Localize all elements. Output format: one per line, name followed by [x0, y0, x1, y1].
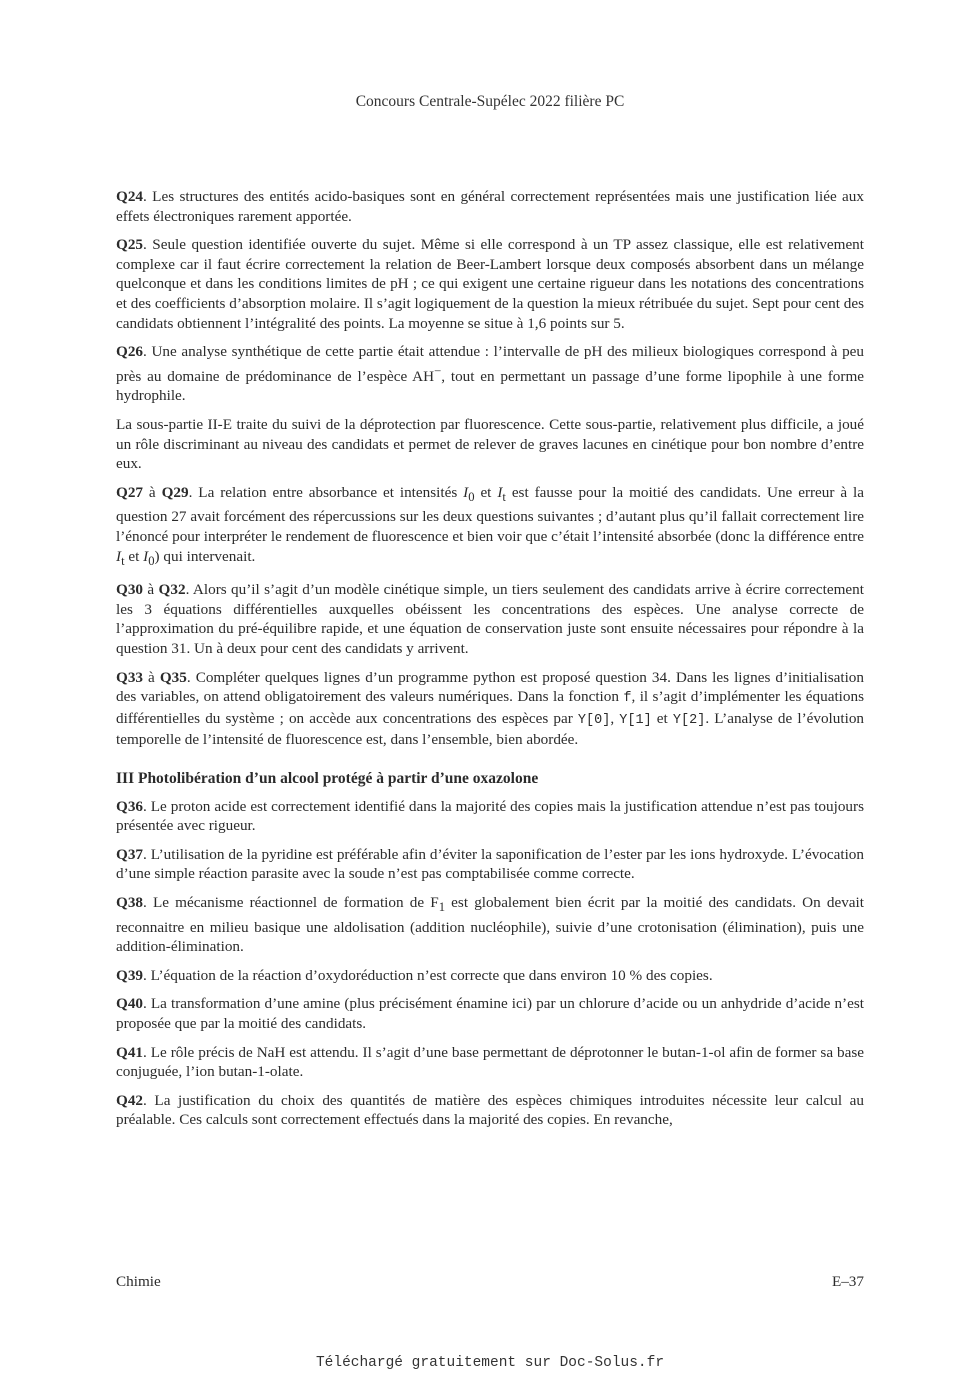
paragraph-text: . La relation entre absorbance et intensités — [188, 483, 464, 501]
subscript: t — [121, 553, 125, 568]
paragraph-q40 — [116, 994, 864, 1033]
connector-text: et — [474, 483, 498, 501]
question-label: Q41 — [116, 1043, 144, 1061]
paragraph-q27-q29 — [116, 483, 864, 571]
paragraph-text: , tout en permettant un passage d’une forme lipophile à une forme hydrophile. — [116, 367, 864, 405]
paragraph-q26 — [116, 342, 864, 406]
question-label: Q25 — [116, 236, 144, 254]
code-y0: Y[0] — [577, 712, 611, 728]
variable-i: I — [463, 483, 469, 501]
connector-text: et — [124, 547, 144, 565]
subscript: t — [502, 489, 506, 504]
footer-page-number: E–37 — [831, 1273, 864, 1290]
paragraph-text: . L’utilisation de la pyridine est préférable afin d’éviter la saponification de l’ester par les ions hydroxyde. L’évocation d’une simple réaction parasite avec la soude n’est pas comptabilisée comme correcte. — [116, 845, 864, 883]
code-y2: Y[2] — [672, 712, 706, 728]
question-label: Q35 — [159, 668, 187, 686]
report-body — [116, 187, 864, 1139]
paragraph-text: . L’analyse de l’évolution temporelle de l’intensité de fluorescence est, dans l’ensemble, bien abordée. — [116, 709, 865, 749]
connector-text: à — [143, 483, 162, 501]
paragraph-q37 — [116, 845, 864, 884]
question-label: Q27 — [116, 483, 144, 501]
paragraph-q42 — [116, 1091, 864, 1130]
connector-text: , — [610, 709, 620, 727]
code-y1: Y[1] — [619, 712, 652, 728]
paragraph-text: ) qui intervenait. — [154, 547, 256, 565]
superscript: − — [434, 363, 442, 378]
paragraph-q39 — [116, 966, 864, 986]
variable-i: I — [116, 547, 122, 565]
subscript: 0 — [468, 489, 475, 504]
paragraph-text: . La justification du choix des quantités de matière des espèces chimiques introduites nécessite leur calcul au préalable. Ces calculs sont correctement effectués dans la majorité des copies. En revanche, — [116, 1091, 864, 1129]
paragraph-text: . L’équation de la réaction d’oxydoréduction n’est correcte que dans environ 10 % des copies. — [143, 966, 713, 984]
question-label: Q24 — [116, 188, 144, 205]
question-label: Q36 — [116, 797, 144, 815]
question-label: Q39 — [116, 966, 144, 984]
paragraph-q25 — [116, 235, 864, 333]
question-label: Q26 — [116, 343, 144, 361]
paragraph-text: . Le proton acide est correctement identifié dans la majorité des copies mais la justification attendue n’est pas toujours présentée avec rigueur. — [116, 797, 864, 835]
paragraph-text: . Compléter quelques lignes d’un programme python est proposé question 34. Dans les lignes d’initialisation des variables, on attend obligatoirement des valeurs numériques. Dans la fonction — [116, 668, 864, 706]
connector-text: à — [143, 581, 159, 599]
download-notice: Téléchargé gratuitement sur Doc-Solus.fr — [315, 1355, 665, 1371]
question-label: Q38 — [116, 893, 144, 911]
paragraph-q36 — [116, 797, 864, 836]
paragraph-q24 — [116, 187, 864, 226]
footer-subject: Chimie — [116, 1273, 161, 1290]
question-label: Q33 — [116, 668, 144, 686]
paragraph-q30-q32 — [116, 580, 864, 658]
variable-i: I — [497, 483, 503, 501]
paragraph-text: est globalement bien écrit par la moitié des candidats. On devait reconnaitre en milieu basique une aldolisation (addition nucléophile), suivie d’une crotonisation (élimination), puis une addition-élimination. — [116, 893, 864, 956]
question-label: Q37 — [116, 845, 144, 863]
question-label: Q40 — [116, 995, 144, 1013]
paragraph-q33-q35 — [116, 668, 864, 750]
question-label: Q29 — [161, 483, 189, 501]
paragraph-text: . Les structures des entités acido-basiques sont en général correctement représentées mais une justification liée aux effets électroniques rarement apportée. — [116, 188, 864, 225]
paragraph-text: . Le mécanisme réactionnel de formation de F — [143, 893, 439, 911]
paragraph-text: . Une analyse synthétique de cette partie était attendue : l’intervalle de pH des milieux biologiques correspond à peu près au domaine de prédominance de l’espèce AH — [116, 343, 864, 385]
section-title: III Photolibération d’un alcool protégé à partir d’une oxazolone — [116, 769, 539, 787]
paragraph-q41 — [116, 1043, 864, 1082]
paragraph-text: . La transformation d’une amine (plus précisément énamine ici) par un chlorure d’acide ou un anhydride d’acide n’est proposée que par la moitié des candidats. — [116, 995, 864, 1032]
code-f: f — [623, 691, 632, 707]
subscript: 0 — [148, 553, 155, 568]
paragraph-text: . Le rôle précis de NaH est attendu. Il s’agit d’une base permettant de déprotonner le butan-1-ol afin de former sa base conjuguée, l’ion butan-1-olate. — [116, 1043, 864, 1081]
paragraph-text: est fausse pour la moitié des candidats. Une erreur à la question 27 avait forcément des répercussions sur les deux questions suivantes ; d’autant plus qu’il fallait correctement lire l’énoncé pour interpréter le rendement de fluorescence et bien voir que c’était l’intensité absorbée (donc la différence entre — [116, 483, 864, 545]
question-label: Q30 — [116, 581, 144, 599]
subscript: 1 — [438, 899, 446, 914]
connector-text: à — [143, 668, 160, 686]
question-label: Q42 — [116, 1091, 144, 1109]
question-label: Q32 — [158, 581, 186, 599]
paragraph-text: , il s’agit d’implémenter les équations différentielles du système ; on accède aux concentrations des espèces par — [116, 688, 864, 727]
paragraph-text: . Seule question identifiée ouverte du sujet. Même si elle correspond à un TP assez classique, elle est relativement complexe car il faut écrire correctement la relation de Beer-Lambert lorsque deux composés absorbent dans un mélange quelconque et dans les conditions limites de pH ; ce qui exigent une certaine rigueur dans les notations des concentrations et des coefficients d’absorption molaire. Il s’agit logiquement de la question la mieux rétribuée du sujet. Sept pour cent des candidats obtiennent l’intégralité des points. La moyenne se situe à 1,6 points sur 5. — [116, 236, 864, 332]
paragraph-subpart-iie: La sous-partie II-E traite du suivi de la déprotection par fluorescence. Cette sous-partie, relativement plus difficile, a joué un rôle discriminant au niveau des candidats et permet de relever de graves lacunes en cinétique pour bon nombre d’entre eux. — [116, 416, 864, 473]
connector-text: et — [651, 709, 673, 727]
paragraph-text: . Alors qu’il s’agit d’un modèle cinétique simple, un tiers seulement des candidats arrive à écrire correctement les 3 équations différentielles auxquelles obéissent les concentrations des espèces. Une analyse correcte de l’approximation du pré-équilibre rapide, et une équation de conservation juste sont ensuite nécessaires pour répondre à la question 31. Un à deux pour cent des candidats y arrivent. — [116, 581, 864, 657]
paragraph-q38 — [116, 893, 864, 957]
variable-i: I — [143, 547, 149, 565]
page-header: Concours Centrale-Supélec 2022 filière PC — [355, 93, 625, 110]
